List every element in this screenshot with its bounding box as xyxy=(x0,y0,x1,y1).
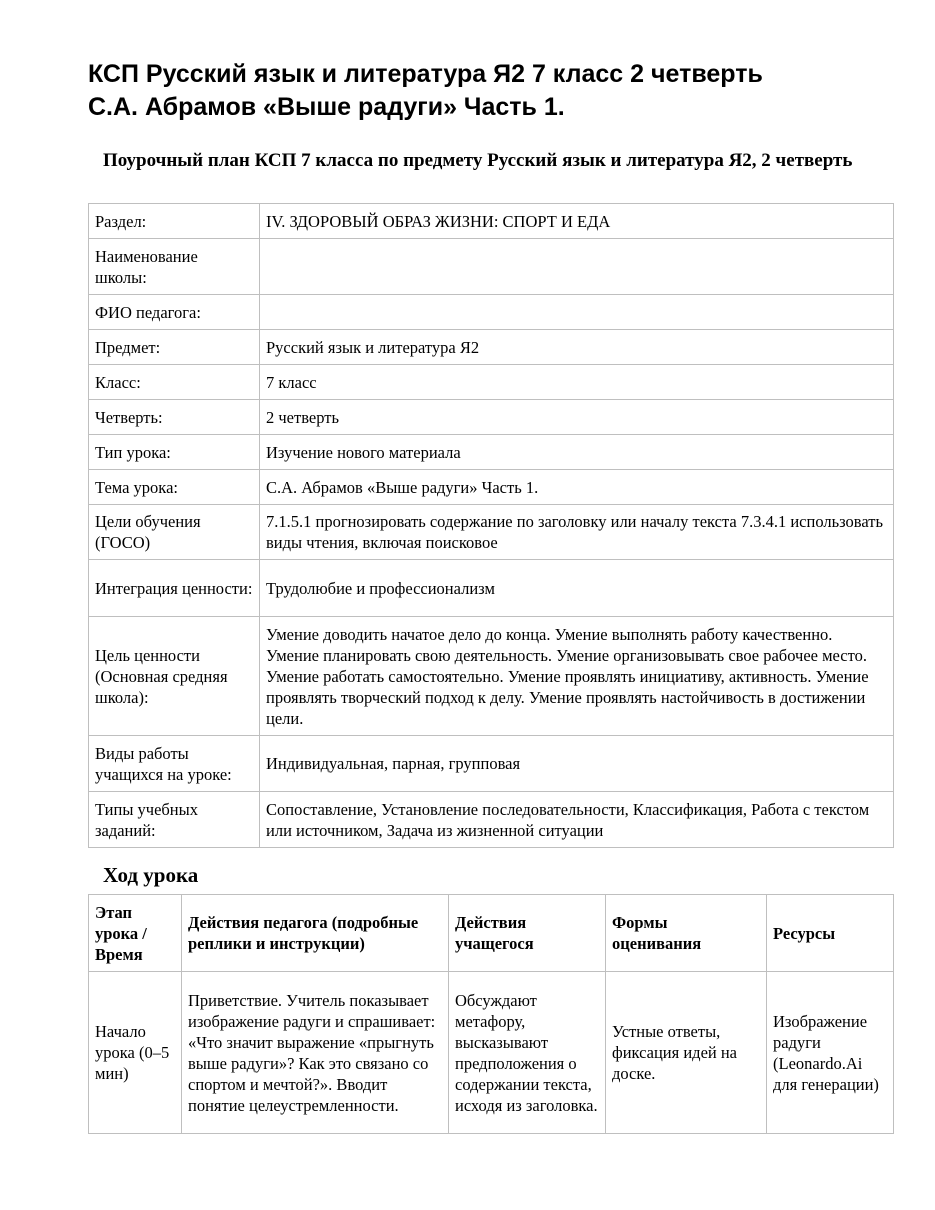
plan-subtitle: Поурочный план КСП 7 класса по предмету Русский язык и литература Я2, 2 четверть xyxy=(103,150,853,171)
info-row-values-integration xyxy=(89,560,894,617)
info-value: 7.1.5.1 прогнозировать содержание по заголовку или началу текста 7.3.4.1 использовать виды чтения, включая поисковое xyxy=(260,505,894,560)
info-value: Русский язык и литература Я2 xyxy=(260,330,894,365)
plan-cell-assessment: Устные ответы, фиксация идей на доске. xyxy=(606,972,767,1134)
info-label: ФИО педагога: xyxy=(89,295,260,330)
info-label: Виды работы учащихся на уроке: xyxy=(89,736,260,792)
info-row-work-types xyxy=(89,736,894,792)
info-row-grade xyxy=(89,365,894,400)
plan-header-row xyxy=(89,895,894,972)
plan-row xyxy=(89,972,894,1134)
header-student-actions: Действия учащегося xyxy=(449,895,606,972)
info-row-task-types xyxy=(89,792,894,848)
info-label: Раздел: xyxy=(89,204,260,239)
title-line-2: С.А. Абрамов «Выше радуги» Часть 1. xyxy=(88,93,565,121)
info-label: Тип урока: xyxy=(89,435,260,470)
info-label: Цель ценности (Основная средняя школа): xyxy=(89,617,260,736)
info-value: С.А. Абрамов «Выше радуги» Часть 1. xyxy=(260,470,894,505)
info-value: Трудолюбие и профессионализм xyxy=(260,560,894,617)
info-label: Интеграция ценности: xyxy=(89,560,260,617)
info-row-learning-goals xyxy=(89,505,894,560)
info-row-teacher xyxy=(89,295,894,330)
lesson-info-table xyxy=(88,203,894,848)
plan-cell-student-actions: Обсуждают метафору, высказывают предположения о содержании текста, исходя из заголовка. xyxy=(449,972,606,1134)
info-label: Типы учебных заданий: xyxy=(89,792,260,848)
info-label: Класс: xyxy=(89,365,260,400)
header-teacher-actions: Действия педагога (подробные реплики и инструкции) xyxy=(182,895,449,972)
info-row-school xyxy=(89,239,894,295)
info-row-topic xyxy=(89,470,894,505)
info-row-lesson-type xyxy=(89,435,894,470)
info-value xyxy=(260,295,894,330)
plan-cell-teacher-actions: Приветствие. Учитель показывает изображение радуги и спрашивает: «Что значит выражение «прыгнуть выше радуги»? Как это связано со спортом и мечтой?». Вводит понятие целеустремленности. xyxy=(182,972,449,1134)
info-value: 7 класс xyxy=(260,365,894,400)
info-row-subject xyxy=(89,330,894,365)
info-row-values-goal xyxy=(89,617,894,736)
document-title xyxy=(88,58,888,124)
info-row-quarter xyxy=(89,400,894,435)
header-stage: Этап урока / Время xyxy=(89,895,182,972)
info-value: Сопоставление, Установление последовательности, Классификация, Работа с текстом или источником, Задача из жизненной ситуации xyxy=(260,792,894,848)
info-label: Тема урока: xyxy=(89,470,260,505)
info-value: 2 четверть xyxy=(260,400,894,435)
header-assessment: Формы оценивания xyxy=(606,895,767,972)
lesson-flow-heading: Ход урока xyxy=(103,863,199,887)
info-label: Предмет: xyxy=(89,330,260,365)
info-value: Изучение нового материала xyxy=(260,435,894,470)
info-value: Умение доводить начатое дело до конца. Умение выполнять работу качественно. Умение планировать свою деятельность. Умение организовывать свое рабочее место. Умение работать самостоятельно. Умение проявлять инициативу, активность. Умение проявлять творческий подход к делу. Умение проявлять настойчивость в достижении цели. xyxy=(260,617,894,736)
info-label: Цели обучения (ГОСО) xyxy=(89,505,260,560)
info-value: Индивидуальная, парная, групповая xyxy=(260,736,894,792)
lesson-flow-table xyxy=(88,894,894,1134)
info-label: Наименование школы: xyxy=(89,239,260,295)
title-line-1: КСП Русский язык и литература Я2 7 класс 2 четверть xyxy=(88,60,763,88)
header-resources: Ресурсы xyxy=(767,895,894,972)
info-value: IV. ЗДОРОВЫЙ ОБРАЗ ЖИЗНИ: СПОРТ И ЕДА xyxy=(260,204,894,239)
info-value xyxy=(260,239,894,295)
info-row-section xyxy=(89,204,894,239)
info-label: Четверть: xyxy=(89,400,260,435)
plan-cell-resources: Изображение радуги (Leonardo.Ai для генерации) xyxy=(767,972,894,1134)
plan-cell-stage: Начало урока (0–5 мин) xyxy=(89,972,182,1134)
